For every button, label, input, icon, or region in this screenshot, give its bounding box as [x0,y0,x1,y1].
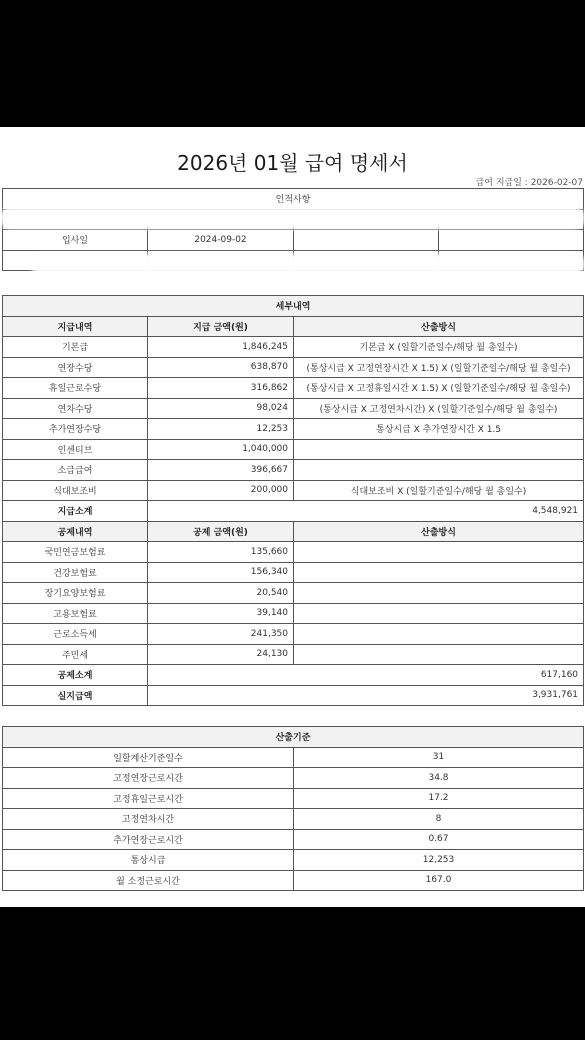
deduction-amount: 156,340 [148,562,294,583]
basis-label: 고정연차시간 [3,809,294,830]
basis-label: 월 소정근로시간 [3,870,294,891]
employee-section-label: 인적사항 [3,189,584,210]
deduction-header-method: 산출방식 [294,521,584,542]
table-row [3,747,584,768]
deduction-total-value: 617,160 [148,665,584,686]
table-row [3,850,584,871]
table-row [3,562,584,583]
table-row [3,788,584,809]
basis-label: 추가연장근로시간 [3,829,294,850]
pay-method: 식대보조비 X (일할기준일수/해당 월 총일수) [294,480,584,501]
basis-section-title: 산출기준 [3,727,584,748]
pay-item: 연장수당 [3,357,148,378]
pay-item: 식대보조비 [3,480,148,501]
pay-total-label: 지급소계 [3,501,148,522]
table-row [3,644,584,665]
table-row [3,357,584,378]
pay-item: 소급급여 [3,460,148,481]
basis-table [2,726,584,891]
pay-amount: 396,667 [148,460,294,481]
deduction-item: 장기요양보험료 [3,583,148,604]
pay-amount: 98,024 [148,398,294,419]
table-row [3,480,584,501]
pay-method: 통상시급 X 추가연장시간 X 1.5 [294,419,584,440]
deduction-total-label: 공제소계 [3,665,148,686]
pay-rows [3,337,584,501]
basis-value: 0.67 [294,829,584,850]
hire-date-label: 입사일 [3,230,148,251]
payslip-document [0,127,585,907]
employee-header-row [3,189,584,210]
pay-method [294,460,584,481]
pay-item: 추가연장수당 [3,419,148,440]
hire-date-value: 2024-09-02 [148,230,294,251]
pay-amount: 12,253 [148,419,294,440]
pay-date: 급여 지급일 : 2026-02-07 [475,178,583,188]
deduction-item: 건강보험료 [3,562,148,583]
redaction-mark [0,207,585,229]
details-title-row [3,296,584,317]
pay-header-item: 지급내역 [3,316,148,337]
pay-amount: 638,870 [148,357,294,378]
basis-value: 31 [294,747,584,768]
pay-header-amount: 지급 금액(원) [148,316,294,337]
deduction-item: 근로소득세 [3,624,148,645]
table-row [3,603,584,624]
deduction-method [294,624,584,645]
pay-total-row [3,501,584,522]
deduction-method [294,583,584,604]
deduction-header-item: 공제내역 [3,521,148,542]
deduction-rows [3,542,584,665]
table-row [3,583,584,604]
employee-hire-row [3,230,584,251]
basis-label: 통상시급 [3,850,294,871]
basis-title-row [3,727,584,748]
table-row [3,419,584,440]
basis-label: 고정휴일근로시간 [3,788,294,809]
deduction-header-amount: 공제 금액(원) [148,521,294,542]
pay-method: (통상시급 X 고정연차시간) X (일할기준일수/해당 월 총일수) [294,398,584,419]
deduction-item: 고용보험료 [3,603,148,624]
net-pay-row [3,685,584,706]
deduction-amount: 20,540 [148,583,294,604]
deduction-method [294,644,584,665]
deduction-amount: 39,140 [148,603,294,624]
table-row [3,624,584,645]
deduction-method [294,542,584,563]
deduction-amount: 24,130 [148,644,294,665]
deduction-amount: 135,660 [148,542,294,563]
page-title: 2026년 01월 급여 명세서 [177,151,408,175]
basis-value: 167.0 [294,870,584,891]
pay-header-row [3,316,584,337]
basis-label: 일할계산기준일수 [3,747,294,768]
pay-method: (통상시급 X 고정휴일시간 X 1.5) X (일할기준일수/해당 월 총일수) [294,378,584,399]
deduction-item: 국민연금보험료 [3,542,148,563]
deduction-method [294,603,584,624]
pay-item: 휴일근로수당 [3,378,148,399]
table-row [3,439,584,460]
details-table [2,295,584,706]
table-row [3,768,584,789]
pay-amount: 1,040,000 [148,439,294,460]
pay-item: 인센티브 [3,439,148,460]
table-row [3,398,584,419]
redaction-mark [30,254,585,274]
deduction-total-row [3,665,584,686]
table-row [3,809,584,830]
pay-amount: 316,862 [148,378,294,399]
basis-value: 12,253 [294,850,584,871]
deduction-header-row [3,521,584,542]
deduction-amount: 241,350 [148,624,294,645]
deduction-item: 주민세 [3,644,148,665]
table-row [3,829,584,850]
pay-method: (통상시급 X 고정연장시간 X 1.5) X (일할기준일수/해당 월 총일수) [294,357,584,378]
table-row [3,378,584,399]
pay-amount: 200,000 [148,480,294,501]
pay-header-method: 산출방식 [294,316,584,337]
pay-method: 기본급 X (일할기준일수/해당 월 총일수) [294,337,584,358]
pay-total-value: 4,548,921 [148,501,584,522]
basis-value: 34.8 [294,768,584,789]
pay-amount: 1,846,245 [148,337,294,358]
table-row [3,460,584,481]
basis-label: 고정연장근로시간 [3,768,294,789]
net-pay-label: 실지급액 [3,685,148,706]
table-row [3,337,584,358]
pay-method [294,439,584,460]
pay-item: 연차수당 [3,398,148,419]
table-row [3,542,584,563]
table-row [3,870,584,891]
net-pay-value: 3,931,761 [148,685,584,706]
deduction-method [294,562,584,583]
basis-value: 17.2 [294,788,584,809]
pay-item: 기본급 [3,337,148,358]
details-section-title: 세부내역 [3,296,584,317]
basis-value: 8 [294,809,584,830]
